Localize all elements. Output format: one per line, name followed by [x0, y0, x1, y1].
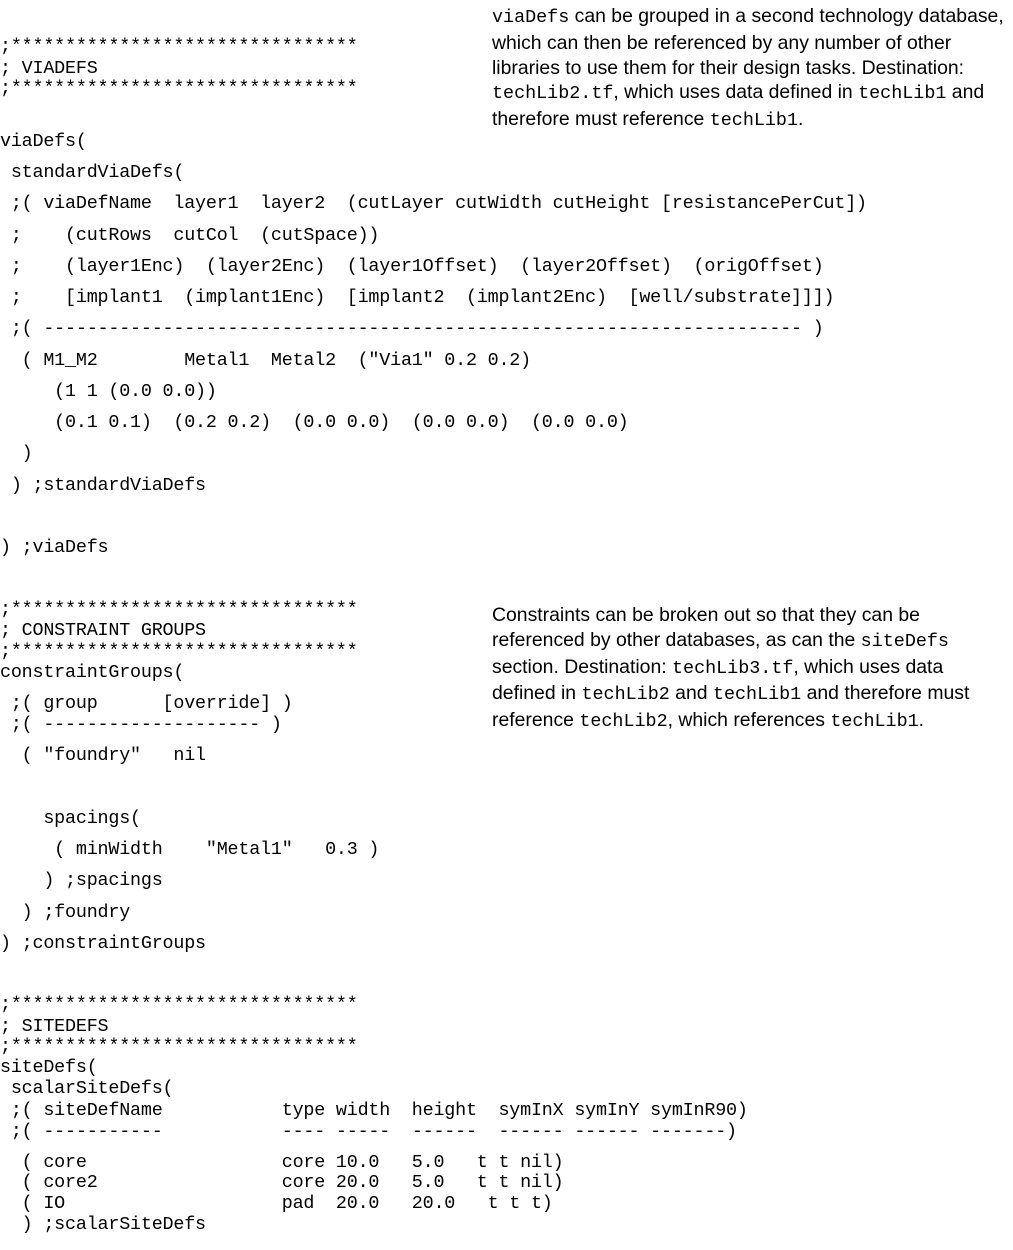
code-line: ;( ----------- ---- ----- ------ ------ ------ -------)	[0, 1121, 737, 1142]
note-text: , which references	[667, 709, 831, 732]
note-code-term: techLib1	[830, 711, 919, 733]
note-text: and	[669, 682, 713, 705]
code-line: ) ;spacings	[0, 870, 163, 891]
note-code-term: techLib2	[581, 684, 670, 706]
code-line: ) ;foundry	[0, 902, 131, 923]
code-line: ) ;viaDefs	[0, 537, 109, 558]
note-code-term: techLib2	[579, 711, 668, 733]
code-line: ;( group [override] )	[0, 693, 293, 714]
code-line: ; VIADEFS	[0, 58, 98, 79]
code-line: (0.1 0.1) (0.2 0.2) (0.0 0.0) (0.0 0.0) (0.0 0.0)	[0, 412, 629, 433]
code-line: ;********************************	[0, 641, 358, 662]
code-line: siteDefs(	[0, 1057, 98, 1078]
code-line: ;( siteDefName type width height symInX symInY symInR90)	[0, 1100, 748, 1121]
code-line: ;********************************	[0, 599, 358, 620]
note-constraints	[492, 603, 1008, 735]
code-line: ) ;scalarSiteDefs	[0, 1214, 206, 1235]
code-line: ;********************************	[0, 78, 358, 99]
code-line: ;********************************	[0, 994, 358, 1015]
code-line: standardViaDefs(	[0, 162, 185, 183]
note-code-term: siteDefs	[860, 630, 949, 652]
note-text: , which uses data defined in	[613, 81, 859, 104]
note-code-term: techLib1	[709, 110, 799, 132]
code-line: constraintGroups(	[0, 662, 185, 683]
note-code-term: viaDefs	[492, 7, 570, 28]
note-code-term: techLib2.tf	[492, 83, 614, 105]
code-line: ;********************************	[0, 36, 358, 57]
code-line: ;( viaDefName layer1 layer2 (cutLayer cutWidth cutHeight [resistancePerCut])	[0, 193, 867, 214]
note-code-term: techLib1	[712, 684, 802, 706]
code-line: ( minWidth "Metal1" 0.3 )	[0, 839, 380, 860]
code-line: (1 1 (0.0 0.0))	[0, 381, 217, 402]
code-line: ; (layer1Enc) (layer2Enc) (layer1Offset) (layer2Offset) (origOffset)	[0, 256, 824, 277]
code-line: ) ;standardViaDefs	[0, 475, 206, 496]
note-viadefs	[492, 4, 1008, 134]
note-code-term: techLib3.tf	[672, 657, 794, 679]
note-text: Constraints can be broken out so that they can be referenced by other databases, as can the	[492, 604, 920, 651]
code-line: )	[0, 443, 33, 464]
code-line: ;( ---------------------------------------------------------------------- )	[0, 318, 824, 339]
code-line: spacings(	[0, 808, 141, 829]
note-text: .	[918, 709, 925, 732]
note-code-term: techLib1	[858, 83, 947, 105]
code-line: ;( -------------------- )	[0, 714, 282, 735]
code-line: viaDefs(	[0, 131, 87, 152]
note-text: .	[798, 108, 804, 131]
code-line: ) ;constraintGroups	[0, 933, 206, 954]
note-text: , which uses data defined in	[492, 655, 944, 705]
code-line: ( IO pad 20.0 20.0 t t t)	[0, 1193, 553, 1214]
code-line: ; SITEDEFS	[0, 1016, 109, 1037]
code-line: ( core2 core 20.0 5.0 t t nil)	[0, 1172, 564, 1193]
note-text: section. Destination:	[492, 655, 672, 678]
code-line: ; CONSTRAINT GROUPS	[0, 620, 206, 641]
code-line: ( core core 10.0 5.0 t t nil)	[0, 1152, 564, 1173]
code-line: ; (cutRows cutCol (cutSpace))	[0, 225, 380, 246]
code-line: ( M1_M2 Metal1 Metal2 ("Via1" 0.2 0.2)	[0, 350, 531, 371]
code-line: scalarSiteDefs(	[0, 1078, 174, 1099]
note-text: and therefore must reference	[492, 682, 970, 732]
note-text: and therefore must reference	[492, 81, 985, 131]
note-text: can be grouped in a second technology database, which can then be referenced by any number of other libraries to use them for their design tasks. Destination:	[492, 5, 1004, 79]
code-line: ( "foundry" nil	[0, 745, 206, 766]
code-line: ; [implant1 (implant1Enc) [implant2 (implant2Enc) [well/substrate]]])	[0, 287, 835, 308]
code-line: ;********************************	[0, 1036, 358, 1057]
